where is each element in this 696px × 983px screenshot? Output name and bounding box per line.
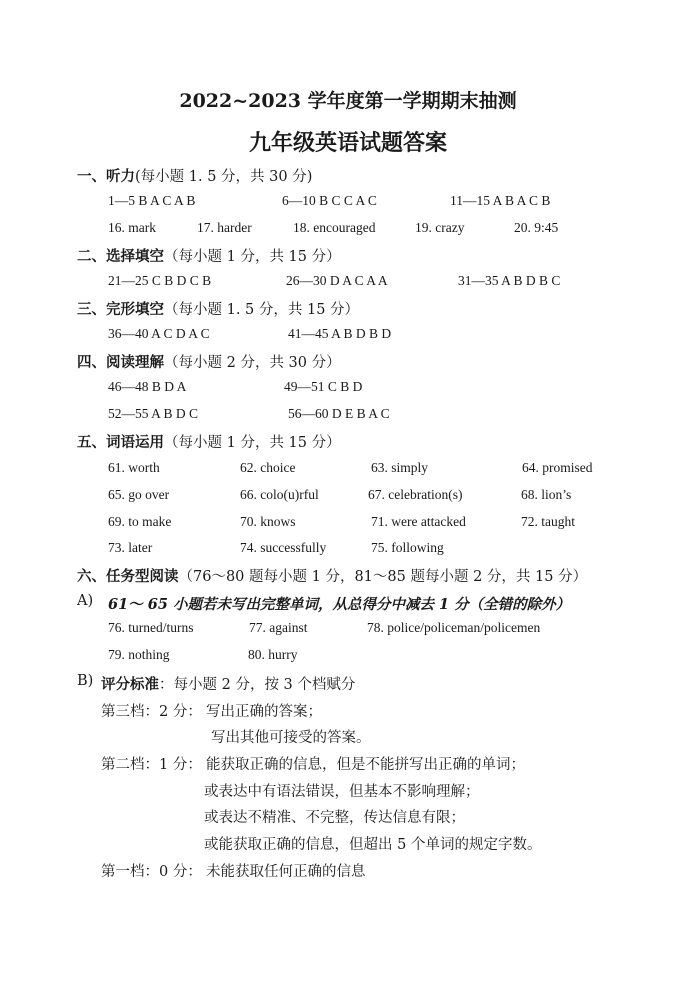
section-6-note: （76～80 题每小题 1 分，81～85 题每小题 2 分，共 15 分） xyxy=(178,569,588,585)
answer-item: 1—5 B A C A B xyxy=(108,193,196,208)
answer-item: 36—40 A C D A C xyxy=(108,326,210,341)
answer-item: 77. against xyxy=(249,620,308,635)
scoring-criteria-title: 评分标准 xyxy=(101,676,159,693)
answer-item: 66. colo(u)rful xyxy=(240,487,319,502)
section-1-title: 一、听力 xyxy=(77,168,135,185)
answer-item: 75. following xyxy=(371,540,444,555)
section-2-title: 二、选择填空 xyxy=(77,248,164,265)
answer-item: 41—45 A B D B D xyxy=(288,326,392,341)
answer-item: 56—60 D E B A C xyxy=(288,406,390,421)
section-5-note: （每小题 1 分，共 15 分） xyxy=(164,435,341,451)
grade-3-line: 写出正确的答案； xyxy=(206,704,322,720)
answer-item: 67. celebration(s) xyxy=(368,487,463,502)
answer-item: 20. 9:45 xyxy=(514,220,559,235)
answer-item: 70. knows xyxy=(240,514,296,529)
answer-item: 73. later xyxy=(108,540,153,555)
section-1-heading xyxy=(77,165,312,186)
grade-2-label: 第二档：1 分： xyxy=(101,757,202,773)
answer-item: 6—10 B C C A C xyxy=(282,193,377,208)
answer-item: 74. successfully xyxy=(240,540,327,555)
answer-item: 46—48 B D A xyxy=(108,379,187,394)
section-3-heading xyxy=(77,298,359,319)
answer-item: 64. promised xyxy=(522,460,593,475)
grade-2-line: 或表达不精准、不完整，传达信息有限； xyxy=(204,810,465,826)
scoring-criteria-note: ：每小题 2 分，按 3 个档赋分 xyxy=(159,677,356,693)
section-2-heading xyxy=(77,245,341,266)
grade-2-line: 能获取正确的信息，但是不能拼写出正确的单词； xyxy=(206,757,525,773)
part-b-label: B) xyxy=(77,673,94,689)
section-6-title: 六、任务型阅读 xyxy=(77,568,179,585)
answer-item: 65. go over xyxy=(108,487,170,502)
answer-item: 19. crazy xyxy=(415,220,465,235)
answer-item: 79. nothing xyxy=(108,647,170,662)
part-a-note: 61～ 65 小题若未写出完整单词，从总得分中减去 1 分（全错的除外） xyxy=(108,596,571,613)
answer-item: 16. mark xyxy=(108,220,156,235)
answer-item: 26—30 D A C A A xyxy=(286,273,388,288)
grade-2-line: 或表达中有语法错误，但基本不影响理解； xyxy=(204,784,480,800)
answer-item: 62. choice xyxy=(240,460,296,475)
section-5-title: 五、词语运用 xyxy=(77,434,164,451)
section-1-note: (每小题 1. 5 分，共 30 分) xyxy=(135,169,313,185)
page-title: 2022~2023 学年度第一学期期末抽测 xyxy=(179,90,517,112)
answer-item: 76. turned/turns xyxy=(108,620,194,635)
grade-1-label: 第一档：0 分： xyxy=(101,864,202,880)
answer-item: 80. hurry xyxy=(248,647,298,662)
answer-item: 11—15 A B A C B xyxy=(450,193,551,208)
scoring-criteria xyxy=(101,673,355,694)
answer-item: 72. taught xyxy=(521,514,575,529)
answer-item: 78. police/policeman/policemen xyxy=(367,620,541,635)
section-5-heading xyxy=(77,431,341,452)
part-a-label: A) xyxy=(77,593,94,609)
answer-item: 17. harder xyxy=(197,220,252,235)
answer-item: 69. to make xyxy=(108,514,172,529)
answer-item: 52—55 A B D C xyxy=(108,406,199,421)
answer-item: 68. lion’s xyxy=(521,487,572,502)
document-subtitle: 九年级英语试题答案 xyxy=(248,130,447,156)
section-3-title: 三、完形填空 xyxy=(77,301,164,318)
section-2-note: （每小题 1 分，共 15 分） xyxy=(164,249,341,265)
answer-item: 61. worth xyxy=(108,460,160,475)
section-4-heading xyxy=(77,351,341,372)
answer-item: 31—35 A B D B C xyxy=(458,273,561,288)
grade-3-label: 第三档：2 分： xyxy=(101,704,202,720)
section-4-title: 四、阅读理解 xyxy=(77,354,164,371)
answer-item: 71. were attacked xyxy=(371,514,466,529)
answer-item: 18. encouraged xyxy=(293,220,376,235)
answer-item: 21—25 C B D C B xyxy=(108,273,212,288)
section-4-note: （每小题 2 分，共 30 分） xyxy=(164,355,341,371)
grade-1-line: 未能获取任何正确的信息 xyxy=(206,864,366,880)
grade-2-line: 或能获取正确的信息，但超出 5 个单词的规定字数。 xyxy=(204,837,542,853)
answer-item: 63. simply xyxy=(371,460,429,475)
section-6-heading xyxy=(77,565,587,586)
grade-3-line: 写出其他可接受的答案。 xyxy=(211,730,371,746)
answer-item: 49—51 C B D xyxy=(284,379,363,394)
section-3-note: （每小题 1. 5 分，共 15 分） xyxy=(164,302,360,318)
